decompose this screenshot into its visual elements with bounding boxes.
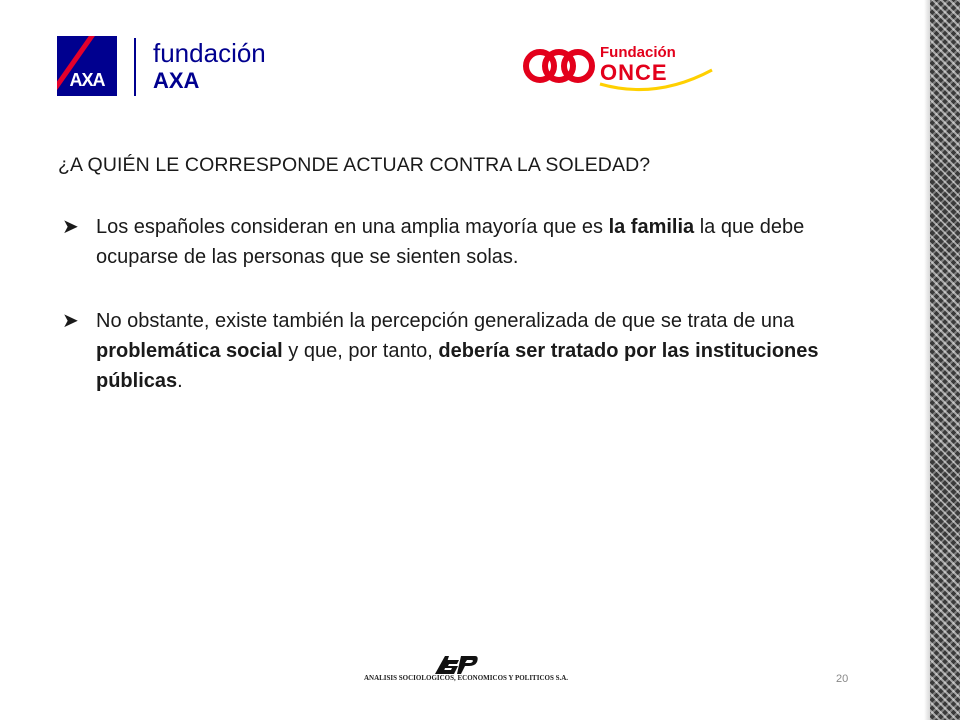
asep-caption: ANALISIS SOCIOLOGICOS, ECONOMICOS Y POLITICOS S.A.	[363, 674, 569, 682]
asep-logo	[361, 654, 571, 684]
bullet-item	[62, 306, 822, 396]
bullet-text-part: No obstante, existe también la percepción generalizada de que se trata de una	[96, 310, 795, 332]
once-logo-line2: ONCE	[600, 60, 668, 85]
fundacion-once-logo	[522, 40, 722, 96]
bullet-text-part: y que, por tanto,	[282, 340, 439, 362]
asep-mark-icon	[433, 654, 479, 676]
bullet-text-part: la que debe ocuparse de las personas que se sienten solas.	[96, 216, 805, 268]
axa-logo-line1: fundación	[153, 38, 266, 68]
bullet-item	[62, 212, 822, 272]
bullet-text-part: Los españoles consideran en una amplia mayoría que es	[96, 216, 609, 238]
bullet-text-part: .	[177, 370, 183, 392]
axa-divider	[134, 38, 136, 96]
axa-mark	[57, 36, 117, 96]
arrow-right-icon: ➤	[62, 310, 79, 332]
axa-mark-text: AXA	[69, 70, 105, 90]
once-logo-line1: Fundación	[600, 44, 676, 61]
arrow-right-icon: ➤	[62, 216, 79, 238]
slide-heading: ¿A QUIÉN LE CORRESPONDE ACTUAR CONTRA LA SOLEDAD?	[58, 154, 651, 176]
once-rings-icon	[522, 44, 598, 88]
bullet-text	[96, 306, 822, 396]
bullet-text	[96, 212, 822, 272]
page-number: 20	[836, 673, 849, 685]
decorative-side-stripe	[930, 0, 960, 720]
bullet-text-bold: problemática social	[96, 340, 283, 362]
bullet-text-bold: debería ser tratado por las instituciones públicas	[96, 340, 819, 392]
fundacion-axa-logo	[57, 36, 287, 96]
axa-logo-line2: AXA	[153, 68, 200, 93]
bullet-text-bold: la familia	[608, 216, 695, 238]
